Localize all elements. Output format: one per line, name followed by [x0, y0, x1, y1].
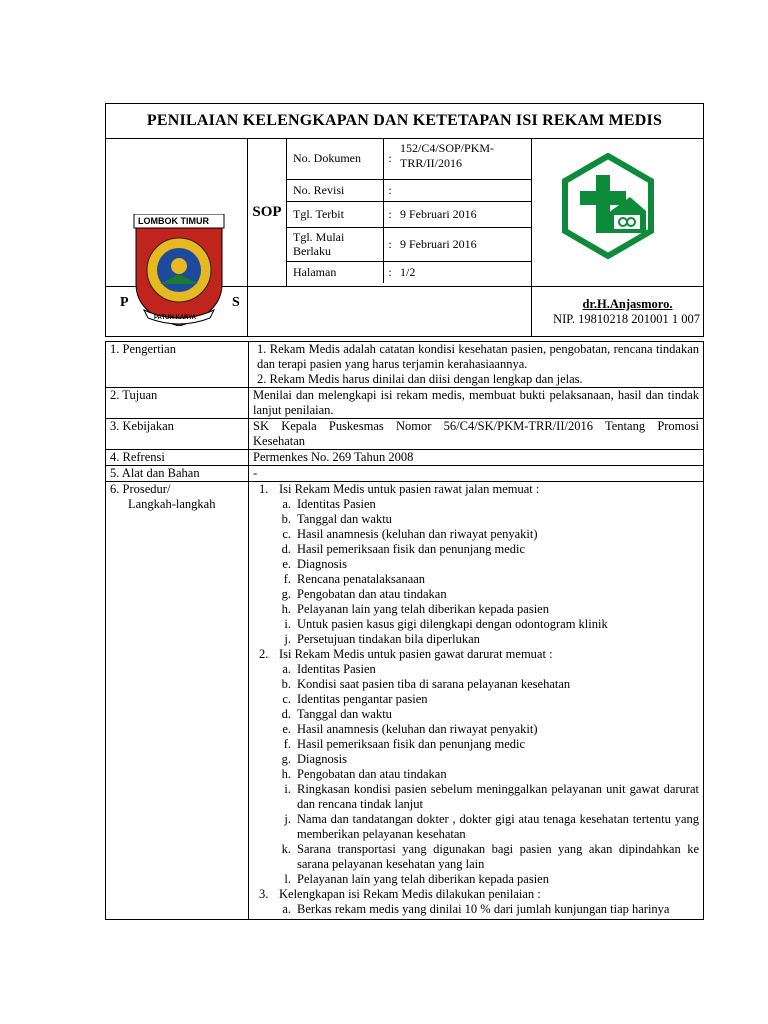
- section-label: 4. Refrensi: [106, 449, 249, 465]
- section-label: 2. Tujuan: [106, 387, 249, 418]
- procedure-substep: [253, 707, 699, 722]
- puskesmas-cross-icon: [560, 153, 656, 259]
- meta-value: 9 Februari 2016: [396, 201, 531, 227]
- pengertian-item: [257, 342, 699, 372]
- section-label-prosedur: [106, 481, 249, 919]
- step-number: 1.: [259, 481, 269, 496]
- substep-letter: g.: [281, 586, 291, 601]
- procedure-substep: [253, 572, 699, 587]
- substep-letter: a.: [282, 661, 291, 676]
- substep-text: Rencana penatalaksanaan: [297, 571, 426, 586]
- step-text: Isi Rekam Medis untuk pasien gawat darurat memuat :: [279, 646, 553, 661]
- substep-letter: j.: [284, 811, 291, 826]
- meta-key: Halaman: [287, 261, 384, 283]
- step-text: Isi Rekam Medis untuk pasien rawat jalan memuat :: [279, 481, 540, 496]
- substep-letter: k.: [281, 841, 291, 856]
- meta-value: 152/C4/SOP/PKM-TRR/II/2016: [396, 139, 531, 179]
- substep-text: Identitas Pasien: [297, 496, 376, 511]
- substep-letter: i.: [284, 616, 291, 631]
- region-motto-text: PATUH KARYA: [154, 315, 197, 321]
- procedure-substep: [253, 617, 699, 632]
- substep-letter: f.: [283, 571, 291, 586]
- procedure-substep: [253, 542, 699, 557]
- meta-key: No. Dokumen: [287, 139, 384, 179]
- procedure-substep: [253, 812, 699, 842]
- substep-letter: j.: [284, 631, 291, 646]
- substep-text: Sarana transportasi yang digunakan bagi pasien yang akan dipindahkan ke sarana pelayanan kesehatan yang lain: [297, 841, 699, 871]
- procedure-step: [253, 647, 699, 662]
- substep-text: Hasil pemeriksaan fisik dan penunjang medic: [297, 736, 526, 751]
- substep-letter: h.: [281, 601, 291, 616]
- step-text: Kelengkapan isi Rekam Medis dilakukan penilaian :: [279, 886, 541, 901]
- meta-colon: :: [384, 139, 397, 179]
- substep-letter: f.: [283, 736, 291, 751]
- empty-cell: [248, 286, 532, 336]
- meta-colon: :: [384, 201, 397, 227]
- substep-text: Hasil pemeriksaan fisik dan penunjang medic: [297, 541, 526, 556]
- procedure-substep: [253, 512, 699, 527]
- procedure-substep: [253, 767, 699, 782]
- substep-text: Hasil anamnesis (keluhan dan riwayat penyakit): [297, 721, 538, 736]
- meta-colon: :: [384, 179, 397, 201]
- meta-key: Tgl. Terbit: [287, 201, 384, 227]
- document-title: PENILAIAN KELENGKAPAN DAN KETETAPAN ISI REKAM MEDIS: [106, 104, 704, 139]
- substep-letter: c.: [282, 691, 291, 706]
- refrensi-text: Permenkes No. 269 Tahun 2008: [249, 449, 704, 465]
- substep-letter: i.: [284, 781, 291, 796]
- substep-letter: h.: [281, 766, 291, 781]
- substep-text: Tanggal dan waktu: [297, 706, 392, 721]
- procedure-substep: [253, 677, 699, 692]
- substep-text: Kondisi saat pasien tiba di sarana pelayanan kesehatan: [297, 676, 571, 691]
- section-label: 5. Alat dan Bahan: [106, 465, 249, 481]
- pengertian-text-2: 2. Rekam Medis harus dinilai dan diisi dengan lengkap dan jelas.: [257, 371, 583, 386]
- prosedur-steps: [253, 482, 699, 917]
- procedure-substep: [253, 872, 699, 887]
- meta-key: No. Revisi: [287, 179, 384, 201]
- pengertian-item: [257, 372, 699, 387]
- tujuan-text: Menilai dan melengkapi isi rekam medis, membuat bukti pelaksanaan, hasil dan tindak lanjut penilaian.: [249, 387, 704, 418]
- region-badge-text: LOMBOK TIMUR: [138, 216, 209, 226]
- procedure-substep: [253, 782, 699, 812]
- substep-text: Identitas pengantar pasien: [297, 691, 428, 706]
- procedure-substep: [253, 587, 699, 602]
- substep-text: Berkas rekam medis yang dinilai 10 % dari jumlah kunjungan tiap harinya: [297, 901, 670, 916]
- procedure-substep: [253, 632, 699, 647]
- procedure-substep: [253, 602, 699, 617]
- sop-label: SOP: [248, 139, 287, 286]
- substep-text: Diagnosis: [297, 751, 347, 766]
- prosedur-label-line1: 6. Prosedur/: [110, 481, 171, 496]
- procedure-substep: [253, 842, 699, 872]
- step-number: 2.: [259, 646, 269, 661]
- substep-letter: b.: [281, 676, 291, 691]
- substep-letter: c.: [282, 526, 291, 541]
- region-logo-cell: [106, 139, 248, 321]
- header-table: [105, 139, 704, 337]
- signatory-nip: NIP. 19810218 201001 1 007: [553, 311, 700, 326]
- substep-text: Nama dan tandatangan dokter , dokter gigi atau tenaga kesehatan tertentu yang memberikan pelayanan kesehatan: [297, 811, 699, 841]
- content-table: [105, 341, 704, 920]
- meta-value: 1/2: [396, 261, 531, 283]
- institution-partial-right: S: [232, 294, 240, 310]
- meta-value: 9 Februari 2016: [396, 227, 531, 261]
- substep-text: Tanggal dan waktu: [297, 511, 392, 526]
- substep-text: Pelayanan lain yang telah diberikan kepada pasien: [297, 871, 549, 886]
- procedure-substep: [253, 662, 699, 677]
- substep-text: Persetujuan tindakan bila diperlukan: [297, 631, 480, 646]
- pengertian-text-1: 1. Rekam Medis adalah catatan kondisi kesehatan pasien, pengobatan, rencana tindakan dan terapi pasien yang harus terjamin kerahasiaannya.: [257, 341, 699, 371]
- alat-text: -: [249, 465, 704, 481]
- procedure-substep: [253, 527, 699, 542]
- substep-letter: g.: [281, 751, 291, 766]
- meta-value: [396, 179, 531, 201]
- substep-text: Ringkasan kondisi pasien sebelum meninggalkan pelayanan unit gawat darurat dan rencana tindak lanjut: [297, 781, 699, 811]
- signatory-name: dr.H.Anjasmoro.: [582, 296, 673, 311]
- substep-letter: b.: [281, 511, 291, 526]
- procedure-substep: [253, 737, 699, 752]
- substep-text: Untuk pasien kasus gigi dilengkapi dengan odontogram klinik: [297, 616, 608, 631]
- substep-text: Pelayanan lain yang telah diberikan kepada pasien: [297, 601, 549, 616]
- substep-text: Identitas Pasien: [297, 661, 376, 676]
- substep-text: Pengobatan dan atau tindakan: [297, 586, 447, 601]
- procedure-substep: [253, 902, 699, 917]
- substep-letter: a.: [282, 496, 291, 511]
- procedure-substep: [253, 692, 699, 707]
- procedure-substep: [253, 722, 699, 737]
- substep-text: Hasil anamnesis (keluhan dan riwayat penyakit): [297, 526, 538, 541]
- substep-letter: d.: [281, 706, 291, 721]
- procedure-substep: [253, 497, 699, 512]
- substep-letter: l.: [284, 871, 291, 886]
- puskesmas-logo-cell: [532, 139, 704, 286]
- meta-colon: :: [384, 227, 397, 261]
- pengertian-content: [249, 341, 704, 387]
- sop-document: [105, 103, 704, 920]
- kebijakan-text: SK Kepala Puskesmas Nomor 56/C4/SK/PKM-TRR/II/2016 Tentang Promosi Kesehatan: [249, 418, 704, 449]
- substep-letter: a.: [282, 901, 291, 916]
- substep-letter: e.: [282, 721, 291, 736]
- step-number: 3.: [259, 886, 269, 901]
- meta-colon: :: [384, 261, 397, 283]
- procedure-step: [253, 482, 699, 497]
- signature-cell: [532, 286, 704, 336]
- institution-partial-left: P: [120, 294, 129, 310]
- meta-key: Tgl. Mulai Berlaku: [287, 227, 384, 261]
- substep-text: Diagnosis: [297, 556, 347, 571]
- procedure-substep: [253, 557, 699, 572]
- meta-cell: [287, 139, 532, 286]
- meta-table: [287, 139, 531, 283]
- substep-text: Pengobatan dan atau tindakan: [297, 766, 447, 781]
- procedure-substep: [253, 752, 699, 767]
- institution-cell: [106, 286, 248, 336]
- substep-letter: d.: [281, 541, 291, 556]
- section-label: 1. Pengertian: [106, 341, 249, 387]
- section-label: 3. Kebijakan: [106, 418, 249, 449]
- title-table: [105, 103, 704, 139]
- substep-letter: e.: [282, 556, 291, 571]
- procedure-step: [253, 887, 699, 902]
- prosedur-content: [249, 481, 704, 919]
- prosedur-label-line2: Langkah-langkah: [128, 496, 216, 511]
